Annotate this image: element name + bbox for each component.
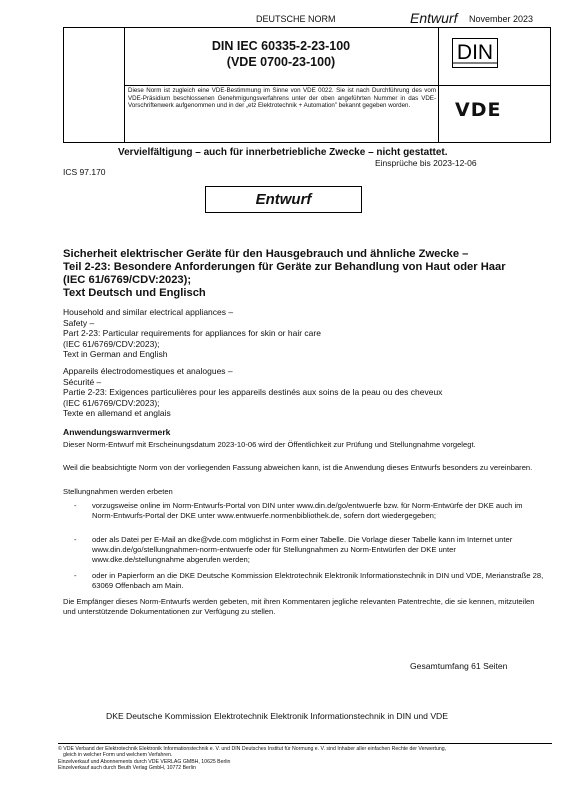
warning-paragraph: Stellungnahmen werden erbeten (63, 487, 173, 496)
objection-deadline: Einsprüche bis 2023-12-06 (375, 158, 477, 168)
title-line: Safety – (63, 317, 95, 328)
warning-heading: Anwendungswarnvermerk (63, 427, 171, 437)
footer-line: gleich in welcher Form und welchem Verfahren. (63, 752, 173, 759)
title-line: Part 2-23: Particular requirements for appliances for skin or hair care (63, 328, 321, 338)
ics-code: ICS 97.170 (63, 167, 106, 177)
bullet-text: oder in Papierform an die DKE Deutsche Kommission Elektrotechnik Elektronik Informationstechnik in DIN und VDE, Merianstraße 28, 63069 Offenbach am Main. (92, 571, 544, 590)
warning-paragraph: Die Empfänger dieses Norm-Entwurfs werden gebeten, mit ihren Kommentaren jegliche relevanten Patentrechte, die sie kennen, mitzuteilen und unterstützende Dokumentationen zur Verfügung zu stellen. (63, 597, 535, 616)
reproduction-notice: Vervielfältigung – auch für innerbetriebliche Zwecke – nicht gestattet. (118, 147, 448, 158)
title-line: Sécurité – (63, 376, 102, 387)
title-english (63, 307, 543, 360)
vde-regulation-note: Diese Norm ist zugleich eine VDE-Bestimmung im Sinne von VDE 0022. Sie ist nach Durchführung des vom VDE-Präsidium beschlossenen Genehmigungsverfahrens unter der oben angeführten Nummer in das VDE-Vorschriftenwerk aufgenommen und in der „etz Elektrotechnik + Automation” bekannt gegeben worden. (128, 87, 436, 110)
list-item (63, 535, 548, 565)
title-line: Sicherheit elektrischer Geräte für den Hausgebrauch und ähnliche Zwecke – (63, 248, 469, 260)
status-label: Entwurf (410, 10, 458, 26)
bullet-text: oder als Datei per E-Mail an dke@vde.com möglichst in Form einer Tabelle. Die Vorlage dieser Tabelle kann im Internet unter www.din.de/go/stellungnahmen-norm-entwuerfe oder für Stellungnahmen zu Norm-Entwürfen der DKE unter www.dke.de/stellungnahme abgerufen werden; (92, 535, 513, 564)
title-line: (IEC 61/6769/CDV:2023); (63, 397, 160, 408)
din-number: DIN IEC 60335-2-23-100 (211, 39, 351, 53)
title-german (63, 248, 543, 300)
bullet-dash: - (74, 501, 77, 510)
warning-paragraph: Dieser Norm-Entwurf mit Erscheinungsdatum 2023-10-06 wird der Öffentlichkeit zur Prüfung und Stellungnahme vorgelegt. (63, 440, 476, 449)
title-line: Household and similar electrical appliances – (63, 307, 234, 317)
warning-paragraph: Weil die beabsichtigte Norm von der vorliegenden Fassung abweichen kann, ist die Anwendung dieses Entwurfs besonders zu vereinbaren. (63, 463, 533, 472)
bullet-dash: - (74, 571, 77, 580)
dke-line: DKE Deutsche Kommission Elektrotechnik Elektronik Informationstechnik in DIN und VDE (106, 711, 448, 721)
title-line: Texte en allemand et anglais (63, 408, 171, 418)
title-line: (IEC 61/6769/CDV:2023); (63, 274, 192, 286)
footer-divider (58, 743, 552, 744)
title-line: Appareils électrodomestiques et analogues – (63, 366, 233, 376)
title-line: (IEC 61/6769/CDV:2023); (63, 338, 160, 349)
norm-type-label: DEUTSCHE NORM (256, 14, 336, 24)
title-line: Teil 2-23: Besondere Anforderungen für Geräte zur Behandlung von Haut oder Haar (63, 261, 506, 273)
title-french (63, 366, 543, 419)
total-pages: Gesamtumfang 61 Seiten (410, 661, 508, 671)
title-line: Text Deutsch und Englisch (63, 287, 206, 299)
bullet-dash: - (74, 535, 77, 544)
din-logo (452, 38, 498, 68)
draft-box: Entwurf (205, 186, 362, 213)
footer-line: Einzelverkauf auch durch Beuth Verlag GmbH, 10772 Berlin (58, 765, 196, 772)
vde-logo: VDE (455, 99, 502, 121)
list-item (63, 571, 548, 591)
title-line: Partie 2-23: Exigences particulières pour les appareils destinés aux soins de la peau ou des cheveux (63, 387, 443, 397)
copyright-footer (58, 746, 558, 772)
list-item (63, 501, 548, 531)
bullet-text: vorzugsweise online im Norm-Entwurfs-Portal von DIN unter www.din.de/go/entwuerfe bzw. für Norm-Entwürfe der DKE auch im Norm-Entwurfs-Portal der DKE unter www.entwuerfe.normenbibliothek.de, sofern dort wiedergegeben; (92, 501, 523, 520)
title-line: Text in German and English (63, 349, 168, 359)
footer-line: Einzelverkauf und Abonnements durch VDE VERLAG GMBH, 10625 Berlin (58, 758, 231, 765)
svg-text:DIN: DIN (456, 41, 494, 64)
issue-date: November 2023 (469, 14, 534, 24)
standard-number (124, 38, 438, 70)
vde-number: (VDE 0700-23-100) (226, 55, 336, 69)
footer-line: © VDE Verband der Elektrotechnik Elektronik Informationstechnik e. V. und DIN Deutsches Institut für Normung e. V. sind Inhaber aller einfachen Rechte der Verwertung, (58, 746, 447, 752)
